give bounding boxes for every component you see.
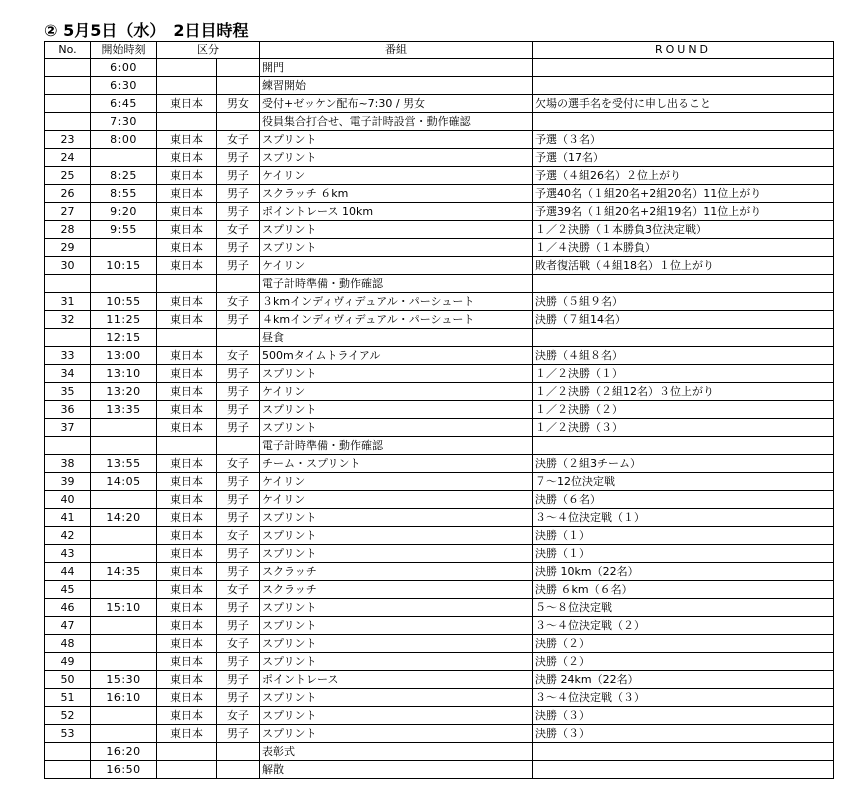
header-row	[45, 42, 834, 59]
region: 東日本	[157, 707, 217, 725]
table-row	[45, 581, 834, 599]
event-name: スプリント	[260, 527, 533, 545]
gender	[217, 275, 260, 293]
row-number: 25	[45, 167, 91, 185]
start-time: 8:00	[91, 131, 157, 149]
round-detail: ３～４位決定戦（１）	[533, 509, 834, 527]
gender: 男子	[217, 689, 260, 707]
region: 東日本	[157, 365, 217, 383]
header-round: ROUND	[533, 42, 834, 59]
row-number: 52	[45, 707, 91, 725]
region: 東日本	[157, 455, 217, 473]
table-row	[45, 761, 834, 779]
row-number: 46	[45, 599, 91, 617]
round-detail: 決勝（１）	[533, 527, 834, 545]
row-number	[45, 437, 91, 455]
gender	[217, 329, 260, 347]
event-name: ケイリン	[260, 167, 533, 185]
region: 東日本	[157, 509, 217, 527]
row-number: 49	[45, 653, 91, 671]
start-time	[91, 545, 157, 563]
gender: 男女	[217, 95, 260, 113]
header-category: 区分	[157, 42, 260, 59]
start-time: 6:00	[91, 59, 157, 77]
table-row	[45, 545, 834, 563]
round-detail: １／２決勝（２組12名）３位上がり	[533, 383, 834, 401]
start-time	[91, 491, 157, 509]
start-time: 9:55	[91, 221, 157, 239]
table-row	[45, 167, 834, 185]
row-number: 39	[45, 473, 91, 491]
row-number: 35	[45, 383, 91, 401]
round-detail: 決勝（３）	[533, 725, 834, 743]
table-row	[45, 203, 834, 221]
row-number: 23	[45, 131, 91, 149]
round-detail: 決勝 ６km（６名）	[533, 581, 834, 599]
row-number: 41	[45, 509, 91, 527]
table-row	[45, 239, 834, 257]
table-row	[45, 419, 834, 437]
start-time: 16:50	[91, 761, 157, 779]
table-row	[45, 617, 834, 635]
round-detail: 予選39名（１組20名+2組19名）11位上がり	[533, 203, 834, 221]
gender: 女子	[217, 347, 260, 365]
row-number	[45, 59, 91, 77]
region	[157, 761, 217, 779]
event-name: スプリント	[260, 509, 533, 527]
round-detail: 決勝（４組８名）	[533, 347, 834, 365]
table-row	[45, 599, 834, 617]
start-time	[91, 725, 157, 743]
round-detail	[533, 113, 834, 131]
start-time: 15:30	[91, 671, 157, 689]
gender: 男子	[217, 365, 260, 383]
event-name: 電子計時準備・動作確認	[260, 437, 533, 455]
event-name: スクラッチ	[260, 563, 533, 581]
gender: 男子	[217, 311, 260, 329]
round-detail: １／２決勝（１本勝負3位決定戦）	[533, 221, 834, 239]
region: 東日本	[157, 347, 217, 365]
round-detail: 決勝（６名）	[533, 491, 834, 509]
region: 東日本	[157, 419, 217, 437]
event-name: スプリント	[260, 419, 533, 437]
gender: 男子	[217, 491, 260, 509]
row-number: 28	[45, 221, 91, 239]
round-detail: 決勝（７組14名）	[533, 311, 834, 329]
gender: 男子	[217, 203, 260, 221]
gender: 男子	[217, 617, 260, 635]
row-number: 34	[45, 365, 91, 383]
region: 東日本	[157, 689, 217, 707]
region: 東日本	[157, 257, 217, 275]
table-row	[45, 635, 834, 653]
event-name: チーム・スプリント	[260, 455, 533, 473]
event-name: 解散	[260, 761, 533, 779]
start-time: 9:20	[91, 203, 157, 221]
event-name: スプリント	[260, 689, 533, 707]
round-detail: 決勝（５組９名）	[533, 293, 834, 311]
table-row	[45, 671, 834, 689]
table-row	[45, 149, 834, 167]
region	[157, 437, 217, 455]
row-number: 51	[45, 689, 91, 707]
region: 東日本	[157, 617, 217, 635]
row-number: 38	[45, 455, 91, 473]
gender: 男子	[217, 599, 260, 617]
row-number: 42	[45, 527, 91, 545]
start-time	[91, 527, 157, 545]
start-time	[91, 653, 157, 671]
region: 東日本	[157, 185, 217, 203]
event-name: ポイントレース	[260, 671, 533, 689]
round-detail: 予選40名（１組20名+2組20名）11位上がり	[533, 185, 834, 203]
region: 東日本	[157, 203, 217, 221]
row-number: 37	[45, 419, 91, 437]
table-row	[45, 509, 834, 527]
start-time: 13:00	[91, 347, 157, 365]
start-time: 6:45	[91, 95, 157, 113]
gender: 男子	[217, 419, 260, 437]
event-name: スプリント	[260, 239, 533, 257]
round-detail: 決勝 24km（22名）	[533, 671, 834, 689]
round-detail: 決勝（２）	[533, 635, 834, 653]
header-start-time: 開始時刻	[91, 42, 157, 59]
gender: 男子	[217, 383, 260, 401]
region	[157, 329, 217, 347]
row-number: 32	[45, 311, 91, 329]
region: 東日本	[157, 635, 217, 653]
region: 東日本	[157, 383, 217, 401]
event-name: 練習開始	[260, 77, 533, 95]
region: 東日本	[157, 131, 217, 149]
gender: 男子	[217, 563, 260, 581]
table-row	[45, 59, 834, 77]
round-detail: １／２決勝（１）	[533, 365, 834, 383]
round-detail: ３～４位決定戦（３）	[533, 689, 834, 707]
region: 東日本	[157, 527, 217, 545]
gender: 女子	[217, 581, 260, 599]
row-number	[45, 77, 91, 95]
start-time: 13:20	[91, 383, 157, 401]
row-number: 26	[45, 185, 91, 203]
start-time	[91, 149, 157, 167]
region: 東日本	[157, 149, 217, 167]
region: 東日本	[157, 491, 217, 509]
start-time: 8:25	[91, 167, 157, 185]
round-detail: １／２決勝（３）	[533, 419, 834, 437]
event-name: スプリント	[260, 653, 533, 671]
start-time: 10:15	[91, 257, 157, 275]
start-time	[91, 617, 157, 635]
table-row	[45, 689, 834, 707]
round-detail: ７～12位決定戦	[533, 473, 834, 491]
start-time: 14:05	[91, 473, 157, 491]
event-name: スプリント	[260, 365, 533, 383]
gender: 女子	[217, 131, 260, 149]
gender: 男子	[217, 239, 260, 257]
row-number: 48	[45, 635, 91, 653]
region: 東日本	[157, 167, 217, 185]
table-row	[45, 707, 834, 725]
table-row	[45, 131, 834, 149]
row-number	[45, 761, 91, 779]
region: 東日本	[157, 581, 217, 599]
table-row	[45, 257, 834, 275]
start-time	[91, 707, 157, 725]
round-detail: 決勝（２）	[533, 653, 834, 671]
schedule-table	[44, 41, 834, 779]
header-no: No.	[45, 42, 91, 59]
round-detail	[533, 761, 834, 779]
table-row	[45, 365, 834, 383]
event-name: ケイリン	[260, 473, 533, 491]
event-name: スプリント	[260, 221, 533, 239]
start-time: 13:35	[91, 401, 157, 419]
table-row	[45, 491, 834, 509]
event-name: ４kmインディヴィデュアル・パーシュート	[260, 311, 533, 329]
start-time: 7:30	[91, 113, 157, 131]
region: 東日本	[157, 473, 217, 491]
start-time	[91, 419, 157, 437]
schedule-body	[45, 59, 834, 779]
table-row	[45, 473, 834, 491]
table-row	[45, 311, 834, 329]
round-detail: 決勝 10km（22名）	[533, 563, 834, 581]
gender: 女子	[217, 293, 260, 311]
round-detail	[533, 329, 834, 347]
table-row	[45, 743, 834, 761]
row-number: 27	[45, 203, 91, 221]
row-number	[45, 743, 91, 761]
region: 東日本	[157, 563, 217, 581]
event-name: スプリント	[260, 617, 533, 635]
region: 東日本	[157, 599, 217, 617]
event-name: スクラッチ	[260, 581, 533, 599]
gender: 男子	[217, 257, 260, 275]
region: 東日本	[157, 311, 217, 329]
header-program: 番組	[260, 42, 533, 59]
round-detail: 予選（３名）	[533, 131, 834, 149]
gender: 男子	[217, 725, 260, 743]
start-time: 14:35	[91, 563, 157, 581]
round-detail: ３～４位決定戦（２）	[533, 617, 834, 635]
gender: 女子	[217, 221, 260, 239]
table-row	[45, 563, 834, 581]
region: 東日本	[157, 221, 217, 239]
row-number: 31	[45, 293, 91, 311]
gender	[217, 743, 260, 761]
row-number: 45	[45, 581, 91, 599]
event-name: ケイリン	[260, 383, 533, 401]
table-row	[45, 383, 834, 401]
round-detail	[533, 275, 834, 293]
row-number	[45, 275, 91, 293]
region	[157, 113, 217, 131]
event-name: 表彰式	[260, 743, 533, 761]
row-number: 40	[45, 491, 91, 509]
region: 東日本	[157, 545, 217, 563]
table-row	[45, 437, 834, 455]
start-time: 6:30	[91, 77, 157, 95]
start-time: 12:15	[91, 329, 157, 347]
start-time: 14:20	[91, 509, 157, 527]
gender: 男子	[217, 545, 260, 563]
region: 東日本	[157, 95, 217, 113]
gender: 男子	[217, 473, 260, 491]
start-time: 10:55	[91, 293, 157, 311]
event-name: 500mタイムトライアル	[260, 347, 533, 365]
round-detail	[533, 437, 834, 455]
round-detail: ５～８位決定戦	[533, 599, 834, 617]
round-detail: 敗者復活戦（４組18名）１位上がり	[533, 257, 834, 275]
gender: 女子	[217, 707, 260, 725]
gender	[217, 437, 260, 455]
event-name: ３kmインディヴィデュアル・パーシュート	[260, 293, 533, 311]
gender: 男子	[217, 401, 260, 419]
event-name: スプリント	[260, 401, 533, 419]
table-row	[45, 347, 834, 365]
round-detail: 予選（４組26名）２位上がり	[533, 167, 834, 185]
event-name: 受付+ゼッケン配布~7:30 / 男女	[260, 95, 533, 113]
start-time	[91, 437, 157, 455]
table-row	[45, 725, 834, 743]
region	[157, 59, 217, 77]
round-detail: １／４決勝（１本勝負）	[533, 239, 834, 257]
row-number	[45, 95, 91, 113]
event-name: 昼食	[260, 329, 533, 347]
gender: 女子	[217, 455, 260, 473]
region: 東日本	[157, 239, 217, 257]
table-row	[45, 185, 834, 203]
row-number: 30	[45, 257, 91, 275]
event-name: 役員集合打合せ、電子計時設営・動作確認	[260, 113, 533, 131]
gender	[217, 77, 260, 95]
table-row	[45, 221, 834, 239]
start-time: 8:55	[91, 185, 157, 203]
gender: 女子	[217, 527, 260, 545]
round-detail	[533, 59, 834, 77]
gender	[217, 761, 260, 779]
table-row	[45, 329, 834, 347]
table-row	[45, 401, 834, 419]
start-time: 11:25	[91, 311, 157, 329]
table-row	[45, 95, 834, 113]
round-detail	[533, 77, 834, 95]
page-title: ② 5月5日（水） 2日目時程	[44, 21, 249, 40]
start-time: 16:20	[91, 743, 157, 761]
event-name: ポイントレース 10km	[260, 203, 533, 221]
round-detail: 決勝（３）	[533, 707, 834, 725]
row-number: 50	[45, 671, 91, 689]
start-time: 13:10	[91, 365, 157, 383]
event-name: スプリント	[260, 149, 533, 167]
row-number: 29	[45, 239, 91, 257]
region: 東日本	[157, 653, 217, 671]
event-name: スプリント	[260, 545, 533, 563]
round-detail: 予選（17名）	[533, 149, 834, 167]
row-number: 33	[45, 347, 91, 365]
event-name: スクラッチ ６km	[260, 185, 533, 203]
gender	[217, 59, 260, 77]
round-detail: 欠場の選手名を受付に申し出ること	[533, 95, 834, 113]
start-time	[91, 635, 157, 653]
table-row	[45, 527, 834, 545]
start-time	[91, 275, 157, 293]
event-name: ケイリン	[260, 491, 533, 509]
gender: 男子	[217, 149, 260, 167]
gender: 男子	[217, 671, 260, 689]
start-time: 13:55	[91, 455, 157, 473]
table-row	[45, 77, 834, 95]
table-row	[45, 113, 834, 131]
region	[157, 743, 217, 761]
event-name: スプリント	[260, 725, 533, 743]
row-number: 47	[45, 617, 91, 635]
event-name: ケイリン	[260, 257, 533, 275]
region: 東日本	[157, 401, 217, 419]
table-row	[45, 293, 834, 311]
gender: 女子	[217, 635, 260, 653]
region	[157, 275, 217, 293]
table-row	[45, 275, 834, 293]
start-time: 15:10	[91, 599, 157, 617]
event-name: 電子計時準備・動作確認	[260, 275, 533, 293]
row-number	[45, 329, 91, 347]
event-name: スプリント	[260, 707, 533, 725]
row-number: 43	[45, 545, 91, 563]
gender: 男子	[217, 653, 260, 671]
gender: 男子	[217, 509, 260, 527]
row-number: 53	[45, 725, 91, 743]
gender	[217, 113, 260, 131]
row-number: 44	[45, 563, 91, 581]
start-time	[91, 239, 157, 257]
start-time	[91, 581, 157, 599]
row-number: 36	[45, 401, 91, 419]
row-number	[45, 113, 91, 131]
round-detail: １／２決勝（２）	[533, 401, 834, 419]
table-row	[45, 653, 834, 671]
table-row	[45, 455, 834, 473]
event-name: スプリント	[260, 635, 533, 653]
gender: 男子	[217, 185, 260, 203]
gender: 男子	[217, 167, 260, 185]
row-number: 24	[45, 149, 91, 167]
event-name: 開門	[260, 59, 533, 77]
event-name: スプリント	[260, 599, 533, 617]
region: 東日本	[157, 671, 217, 689]
region: 東日本	[157, 725, 217, 743]
round-detail: 決勝（２組3チーム）	[533, 455, 834, 473]
round-detail	[533, 743, 834, 761]
round-detail: 決勝（１）	[533, 545, 834, 563]
event-name: スプリント	[260, 131, 533, 149]
region	[157, 77, 217, 95]
region: 東日本	[157, 293, 217, 311]
start-time: 16:10	[91, 689, 157, 707]
